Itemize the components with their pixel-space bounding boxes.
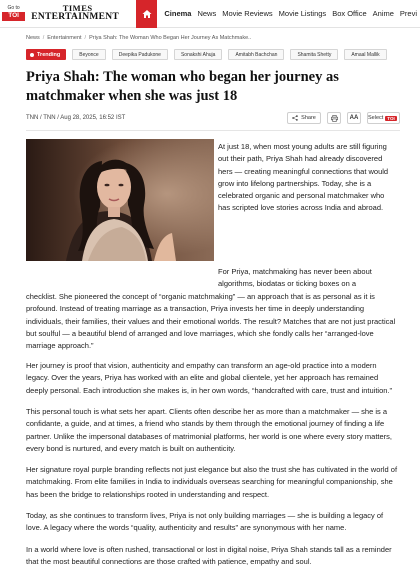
main-nav (161, 0, 420, 28)
select-toi-button[interactable] (367, 112, 400, 124)
portrait-image (26, 139, 214, 261)
trending-chip[interactable]: Shamita Shetty (290, 49, 338, 60)
share-label: Share (301, 115, 316, 121)
goto-toi-link[interactable] (2, 6, 25, 21)
font-size-button[interactable]: AA (347, 112, 361, 124)
article-paragraph: This personal touch is what sets her apart. Clients often describe her as more than a matchmaker — she is a confidante, a guide, and at times, a friend who stands by them through the emotional journey of finding a life partner. Unlike the impersonal databases of matrimonial platforms, her world is one where every story matters, every bond is nurtured, and every match is built on authenticity. (26, 406, 400, 455)
trending-chip[interactable]: Beyonce (72, 49, 105, 60)
trending-chip[interactable]: Amaal Mallik (344, 49, 386, 60)
nav-news[interactable]: News (197, 9, 216, 18)
article-paragraph: For Priya, matchmaking has never been about algorithms, biodatas or ticking boxes on a (218, 266, 398, 291)
trending-bar (26, 49, 387, 60)
nav-movie-reviews[interactable]: Movie Reviews (222, 9, 272, 18)
breadcrumb-entertainment[interactable]: Entertainment (47, 35, 81, 41)
breadcrumb-separator: / (85, 35, 87, 41)
print-button[interactable] (327, 112, 341, 124)
article-byline: TNN / TNN / Aug 28, 2025, 16:52 IST (26, 115, 125, 121)
trending-chip[interactable]: Sonakshi Ahuja (174, 49, 222, 60)
article-hero-image[interactable] (26, 139, 214, 261)
site-header (0, 0, 420, 28)
article-paragraph: Her journey is proof that vision, authenticity and empathy can transform an age-old practice into a modern legacy. Over the years, Priya has worked with an elite and global clientele, yet her approach has remained deeply personal. Each introduction she makes is, in her own words, “handcrafted with care, trust and intuition.” (26, 360, 400, 397)
home-button[interactable] (136, 0, 157, 28)
goto-label: Go to (2, 6, 25, 11)
breadcrumb (26, 35, 251, 41)
times-entertainment-logo[interactable] (31, 5, 124, 21)
article-paragraph: At just 18, when most young adults are still figuring out their path, Priya Shah had already discovered hers — creating meaningful connections that would grow into lifelong partnerships. Today, she is a celebrated organic and personal matchmaker who has scripted love stories across India and abroad. (218, 141, 398, 215)
trending-text: Trending (37, 52, 60, 58)
article-title: Priya Shah: The woman who began her journey as matchmaker when she was just 18 (26, 68, 396, 106)
breadcrumb-separator: / (43, 35, 45, 41)
print-icon (331, 115, 338, 122)
divider (26, 130, 400, 131)
breadcrumb-current: Priya Shah: The Woman Who Began Her Journey As Matchmake.. (89, 35, 251, 41)
brand-line2: ENTERTAINMENT (31, 13, 124, 22)
home-icon (142, 9, 152, 19)
select-label: Select (368, 115, 383, 121)
article-paragraph: In a world where love is often rushed, transactional or lost in digital noise, Priya Shah stands tall as a reminder that the most beautiful connections are those crafted with patience, empathy and soul. (26, 544, 400, 569)
trending-chip[interactable]: Deepika Padukone (112, 49, 168, 60)
nav-box-office[interactable]: Box Office (332, 9, 366, 18)
share-icon (292, 115, 298, 121)
brand-line1: TIMES (31, 5, 124, 13)
article-paragraph: Her signature royal purple branding reflects not just elegance but also the trust she has cultivated in the world of matchmaking. From elite families in India to individuals overseas searching for meaningful companionship, she has been the bridge to relationships rooted in understanding and respect. (26, 464, 400, 501)
nav-movie-listings[interactable]: Movie Listings (279, 9, 327, 18)
article-paragraph: Today, as she continues to transform lives, Priya is not only building marriages — she is building a legacy of love. A legacy where the words “quality, authenticity and results” are synonymous with her name. (26, 510, 400, 535)
nav-previews[interactable]: Previ (400, 9, 417, 18)
toi-badge: TOI (385, 116, 396, 121)
toi-logo: TOI (2, 12, 25, 21)
article-paragraph: checklist. She pioneered the concept of “organic matchmaking” — an approach that is as personal as it is profound. Instead of treating marriage as a transaction, Priya invests her time in deeply understanding individuals, their families, their values and their emotional worlds. The result? Matches that are not just practical but soulful — a beautiful blend of arranged and love marriages, which she fondly calls her “arranged-love marriage approach.” (26, 291, 400, 352)
share-button[interactable] (287, 112, 321, 124)
trending-label (26, 49, 66, 60)
nav-anime[interactable]: Anime (373, 9, 394, 18)
nav-cinema[interactable]: Cinema (164, 9, 191, 18)
trending-icon (30, 53, 34, 57)
article-actions (281, 112, 400, 124)
breadcrumb-news[interactable]: News (26, 35, 40, 41)
trending-chip[interactable]: Amitabh Bachchan (228, 49, 284, 60)
